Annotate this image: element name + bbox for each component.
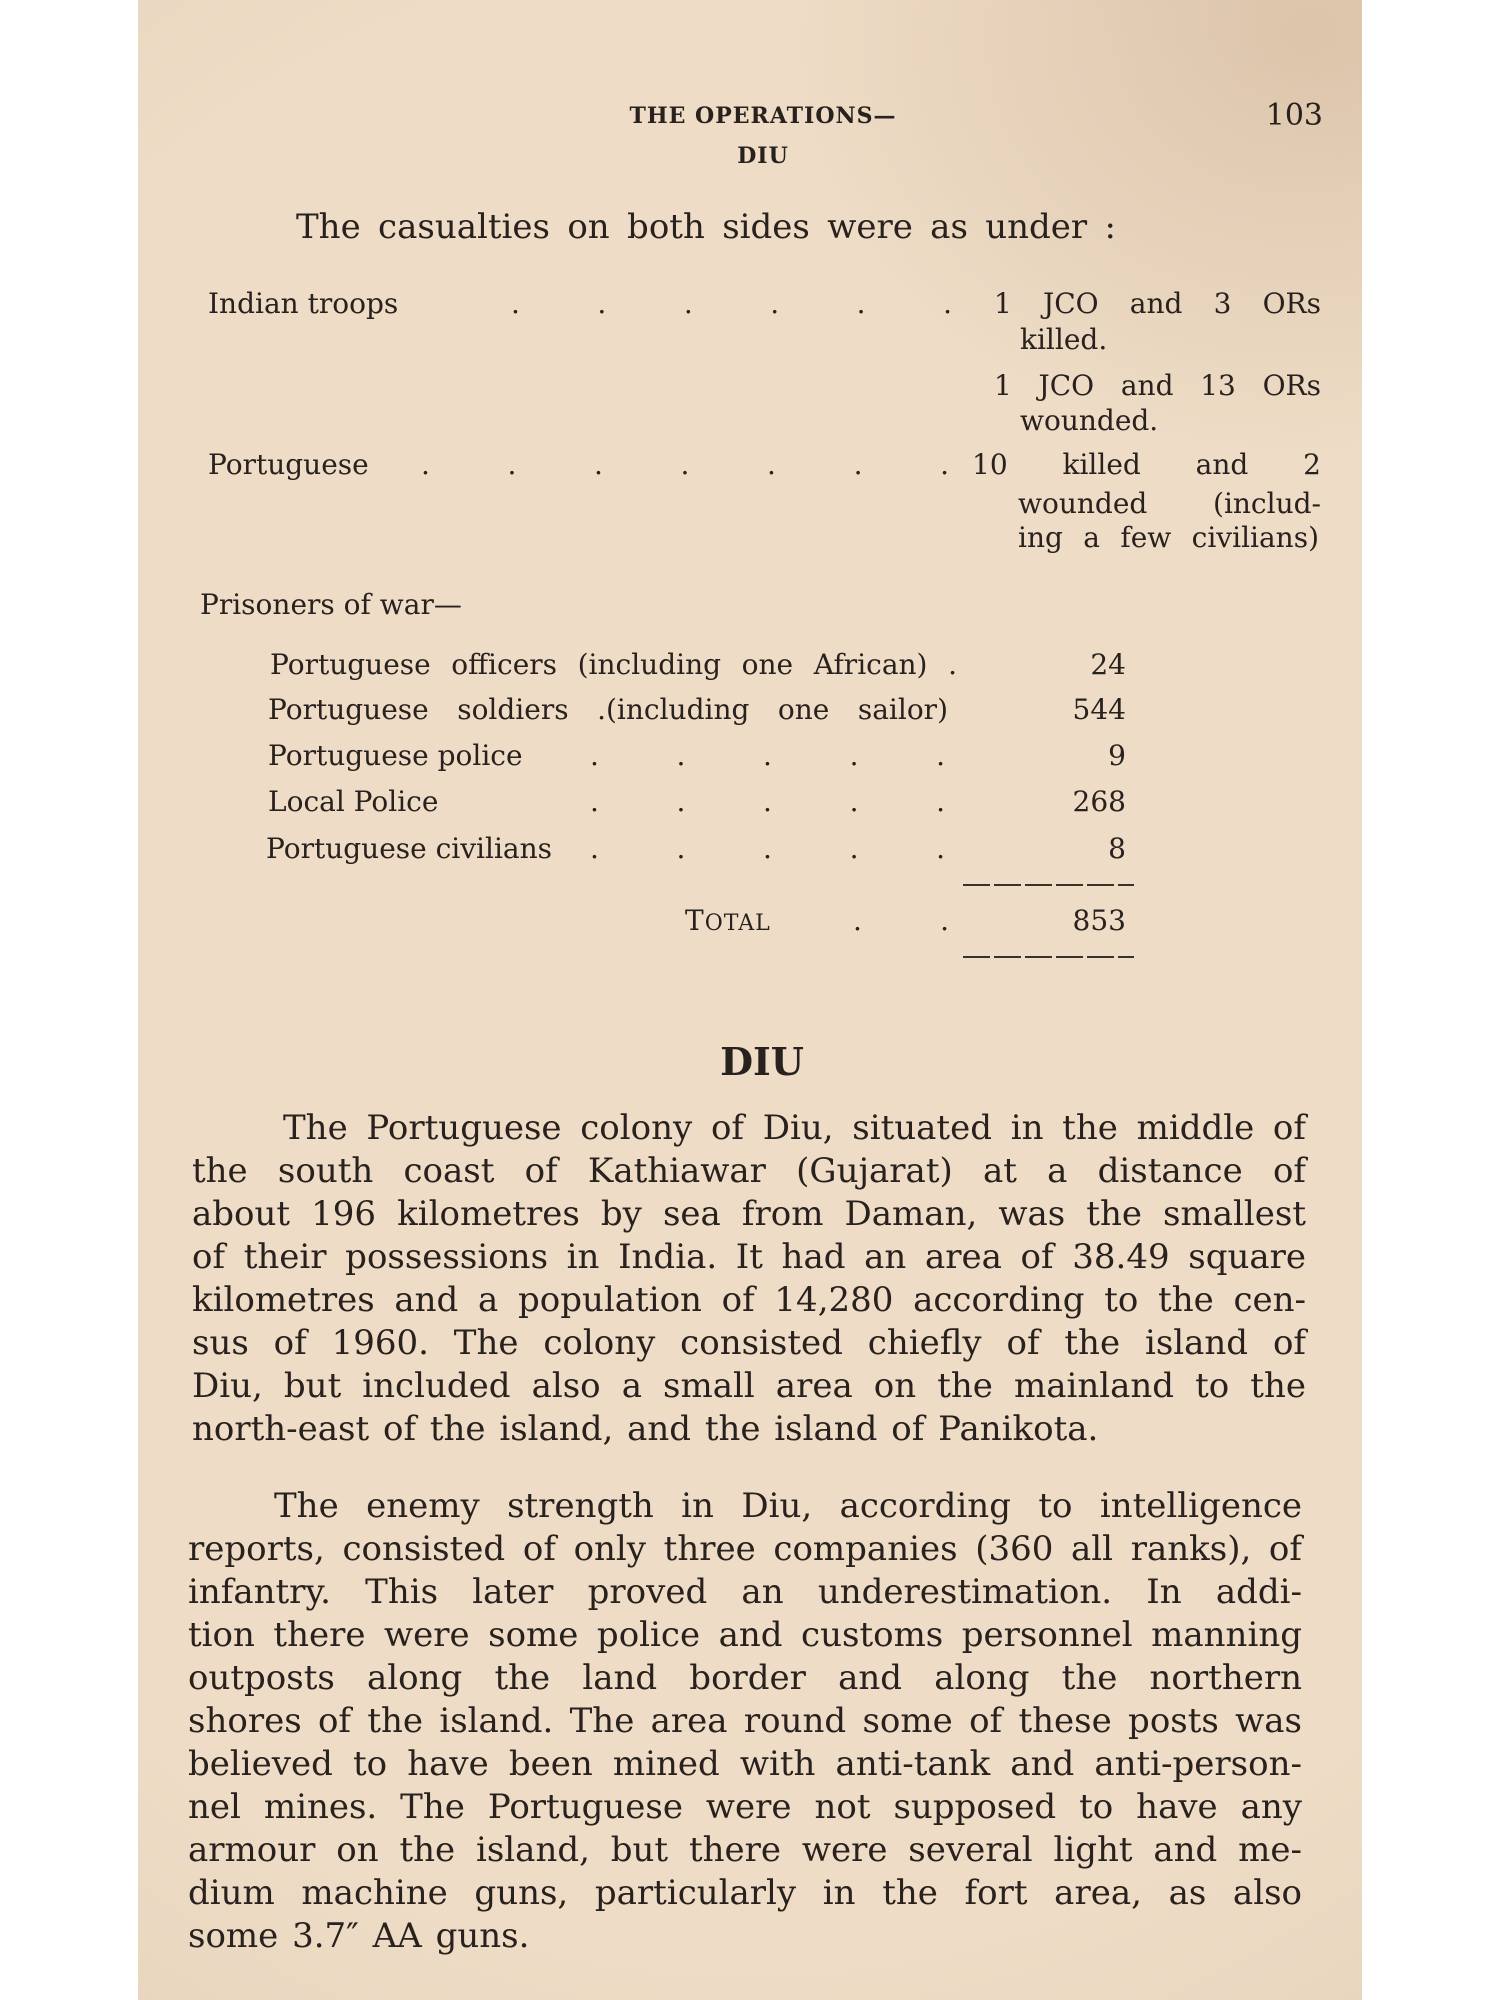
dot-leader: . . . . . [590, 785, 945, 818]
prisoner-row-label: Portuguese police [268, 739, 523, 772]
paragraph-line: sus of 1960. The colony consisted chiefly of the island of [192, 1323, 1306, 1363]
dot-leader: . . . . . [590, 832, 945, 865]
paragraph-line: north-east of the island, and the island of Panikota. [192, 1409, 1099, 1449]
indian-killed-line-1: 1 JCO and 3 ORs [994, 287, 1321, 320]
prisoner-row-count: 544 [1072, 693, 1126, 726]
paragraph-1 [192, 1107, 1306, 1451]
indian-killed-line-2: killed. [1020, 323, 1108, 356]
paragraph-line: reports, consisted of only three companies (360 all ranks), of [188, 1529, 1302, 1569]
paragraph-line: shores of the island. The area round some of these posts was [188, 1701, 1302, 1741]
running-head-title: THE OPERATIONS— [629, 103, 897, 129]
paragraph-line: outposts along the land border and along the northern [188, 1658, 1302, 1698]
casualty-side-indian: Indian troops [208, 287, 399, 320]
dot-leader: . . . . . [590, 739, 945, 772]
running-head-subtitle: DIU [737, 143, 789, 169]
dot-leader: . . . . . . . [421, 448, 949, 481]
paragraph-line: The Portuguese colony of Diu, situated in the middle of [283, 1108, 1306, 1148]
paragraph-line: dium machine guns, particularly in the fort area, as also [188, 1873, 1302, 1913]
sum-rule-top [963, 884, 1134, 886]
paragraph-line: believed to have been mined with anti-tank and anti-person- [188, 1744, 1302, 1784]
total-label: TOTAL [685, 904, 771, 937]
prisoner-row-label: Portuguese soldiers .(including one sailor) [268, 693, 948, 726]
prisoner-row-count: 268 [1072, 785, 1126, 818]
portuguese-casualty-line-2: wounded (includ- [1018, 487, 1321, 520]
book-page [138, 0, 1362, 2000]
portuguese-casualty-line-3: ing a few civilians) [1018, 521, 1319, 554]
prisoner-row-label: Local Police [268, 785, 439, 818]
indian-wounded-line-2: wounded. [1020, 404, 1159, 437]
prisoner-row-count: 8 [1108, 832, 1126, 865]
indian-wounded-line-1: 1 JCO and 13 ORs [994, 369, 1321, 402]
dot-leader: . . . . . . [511, 287, 952, 320]
paragraph-line: kilometres and a population of 14,280 according to the cen- [192, 1280, 1306, 1320]
paragraph-line: of their possessions in India. It had an area of 38.49 square [192, 1237, 1306, 1277]
section-heading: DIU [720, 1039, 804, 1084]
prisoners-heading: Prisoners of war— [200, 588, 462, 621]
paragraph-line: infantry. This later proved an underestimation. In addi- [188, 1572, 1302, 1612]
paragraph-2 [188, 1485, 1302, 1958]
paragraph-line: the south coast of Kathiawar (Gujarat) at a distance of [192, 1151, 1306, 1191]
paragraph-line: Diu, but included also a small area on the mainland to the [192, 1366, 1306, 1406]
portuguese-casualty-line-1: 10 killed and 2 [972, 448, 1321, 481]
casualty-side-portuguese: Portuguese [208, 448, 369, 481]
paragraph-line: tion there were some police and customs personnel manning [188, 1615, 1302, 1655]
prisoner-row-count: 24 [1090, 648, 1126, 681]
prisoner-row-label: Portuguese officers (including one African) . [270, 648, 957, 681]
dot-leader: . . [853, 904, 949, 937]
total-count: 853 [1072, 904, 1126, 937]
prisoner-row-count: 9 [1108, 739, 1126, 772]
casualties-intro: The casualties on both sides were as under : [296, 207, 1116, 247]
paragraph-line: some 3.7″ AA guns. [188, 1916, 530, 1956]
sum-rule-bottom [963, 956, 1134, 958]
paragraph-line: armour on the island, but there were several light and me- [188, 1830, 1302, 1870]
paragraph-line: about 196 kilometres by sea from Daman, was the smallest [192, 1194, 1306, 1234]
paragraph-line: The enemy strength in Diu, according to intelligence [274, 1486, 1302, 1526]
prisoner-row-label: Portuguese civilians [266, 832, 553, 865]
paragraph-line: nel mines. The Portuguese were not supposed to have any [188, 1787, 1302, 1827]
page-number: 103 [1265, 98, 1323, 133]
